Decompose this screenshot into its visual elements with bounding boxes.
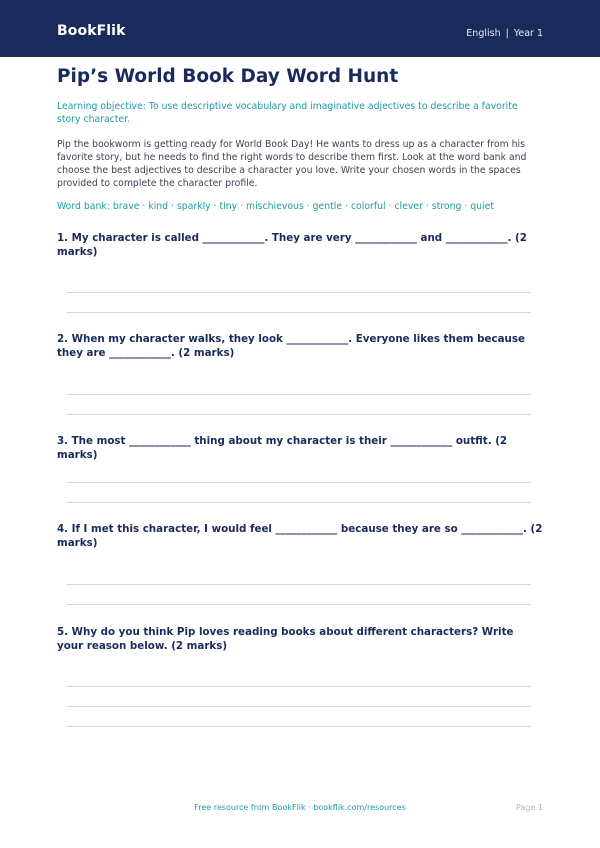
answer-line[interactable] [67,686,531,687]
page-number: Page 1 [516,803,543,812]
question-5: 5. Why do you think Pip loves reading books about different characters? Write your reason below. (2 marks) [57,626,514,652]
subject-meta [466,28,543,39]
answer-line[interactable] [67,312,531,313]
learning-objective: Learning objective: To use descriptive vocabulary and imaginative adjectives to describe a favorite story character. [57,101,518,125]
word-bank: Word bank: brave · kind · sparkly · tiny · mischievous · gentle · colorful · clever · strong · quiet [57,201,494,212]
question-2: 2. When my character walks, they look ____________. Everyone likes them because they are ____________. (2 marks) [57,333,525,359]
answer-line[interactable] [67,502,531,503]
brand-logo[interactable]: BookFlik [57,23,126,39]
answer-line[interactable] [67,584,531,585]
page-title: Pip’s World Book Day Word Hunt [57,66,399,87]
question-1: 1. My character is called ____________. They are very ____________ and ____________. (2 marks) [57,232,527,258]
answer-line[interactable] [67,414,531,415]
intro-paragraph: Pip the bookworm is getting ready for World Book Day! He wants to dress up as a character from his favorite story, but he needs to find the right words to describe them first. Look at the word bank and choose the best adjectives to describe a character you love. Write your chosen words in the spaces provided to complete the character profile. [57,139,527,189]
answer-line[interactable] [67,292,531,293]
footer-credit-link[interactable]: Free resource from BookFlik · bookflik.com/resources [194,803,406,812]
answer-line[interactable] [67,604,531,605]
header-bar [0,0,600,57]
answer-line[interactable] [67,706,531,707]
subject-label: English [466,28,501,39]
year-label: Year 1 [513,28,543,39]
meta-separator: | [505,28,509,39]
question-4: 4. If I met this character, I would feel ____________ because they are so ____________. (2 marks) [57,523,543,549]
question-3: 3. The most ____________ thing about my character is their ____________ outfit. (2 marks) [57,435,508,461]
answer-line[interactable] [67,482,531,483]
answer-line[interactable] [67,726,531,727]
answer-line[interactable] [67,394,531,395]
